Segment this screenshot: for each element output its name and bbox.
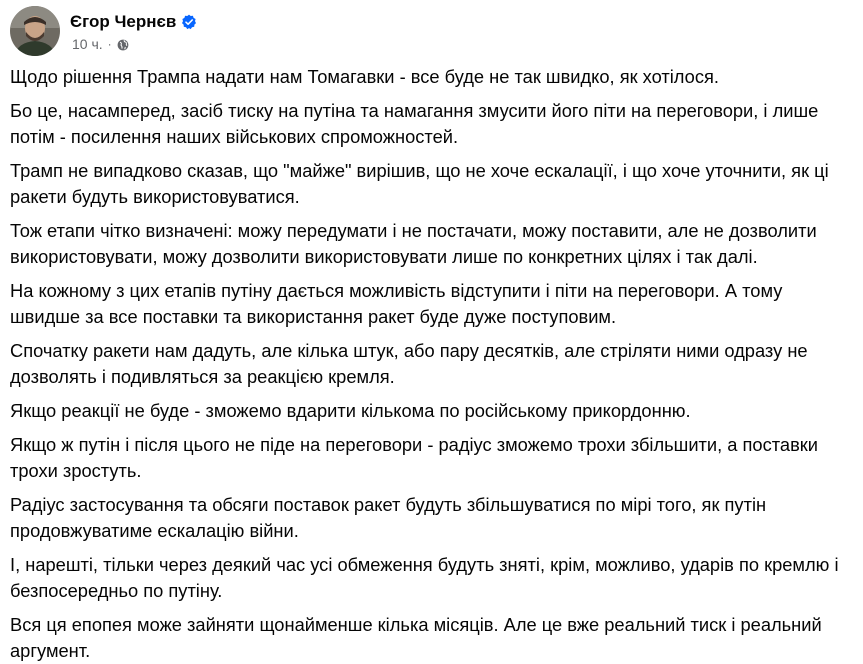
post-paragraph: Радіус застосування та обсяги поставок ракет будуть збільшуватися по мірі того, як путін продовжуватиме ескалацію війни. bbox=[10, 494, 767, 541]
author-row bbox=[70, 10, 197, 34]
post-header bbox=[10, 0, 853, 60]
post-body bbox=[10, 64, 853, 664]
post-paragraph: На кожному з цих етапів путіну дається можливість відступити і піти на переговори. А тому швидше за все поставки та використання ракет буде дуже поступовим. bbox=[10, 280, 783, 327]
post-paragraph: Трамп не випадково сказав, що "майже" вирішив, що не хоче ескалації, і що хоче уточнити, як ці ракети будуть використовуватися. bbox=[10, 160, 829, 207]
post-timestamp[interactable]: 10 ч. bbox=[72, 36, 103, 52]
post-paragraph: І, нарешті, тільки через деякий час усі обмеження будуть зняті, крім, можливо, ударів по кремлю і безпосередньо по путіну. bbox=[10, 554, 839, 601]
post-paragraph: Вся ця епопея може зайняти щонайменше кілька місяців. Але це вже реальний тиск і реальний аргумент. bbox=[10, 614, 822, 661]
post-paragraph: Щодо рішення Трампа надати нам Томагавки - все буде не так швидко, як хотілося. bbox=[10, 66, 719, 87]
post-meta bbox=[70, 10, 197, 52]
globe-icon[interactable] bbox=[117, 38, 129, 50]
separator-dot: · bbox=[107, 37, 112, 51]
post-time-row bbox=[70, 36, 197, 52]
post-paragraph: Спочатку ракети нам дадуть, але кілька штук, або пару десятків, але стріляти ними одразу не дозволять і подивляться за реакцією кремля. bbox=[10, 340, 808, 387]
post-paragraph: Якщо реакції не буде - зможемо вдарити кількома по російському прикордонню. bbox=[10, 400, 691, 421]
author-avatar[interactable] bbox=[10, 6, 60, 56]
author-name[interactable]: Єгор Чернєв bbox=[70, 12, 177, 31]
post-paragraph: Бо це, насамперед, засіб тиску на путіна та намагання змусити його піти на переговори, і лише потім - посилення наших військових спроможностей. bbox=[10, 100, 819, 147]
post-paragraph: Якщо ж путін і після цього не піде на переговори - радіус зможемо трохи збільшити, а поставки трохи зростуть. bbox=[10, 434, 818, 481]
post-paragraph: Тож етапи чітко визначені: можу передумати і не постачати, можу поставити, але не дозволити використовувати, можу дозволити використовувати лише по конкретних цілях і так далі. bbox=[10, 220, 817, 267]
verified-badge-icon bbox=[181, 14, 197, 30]
